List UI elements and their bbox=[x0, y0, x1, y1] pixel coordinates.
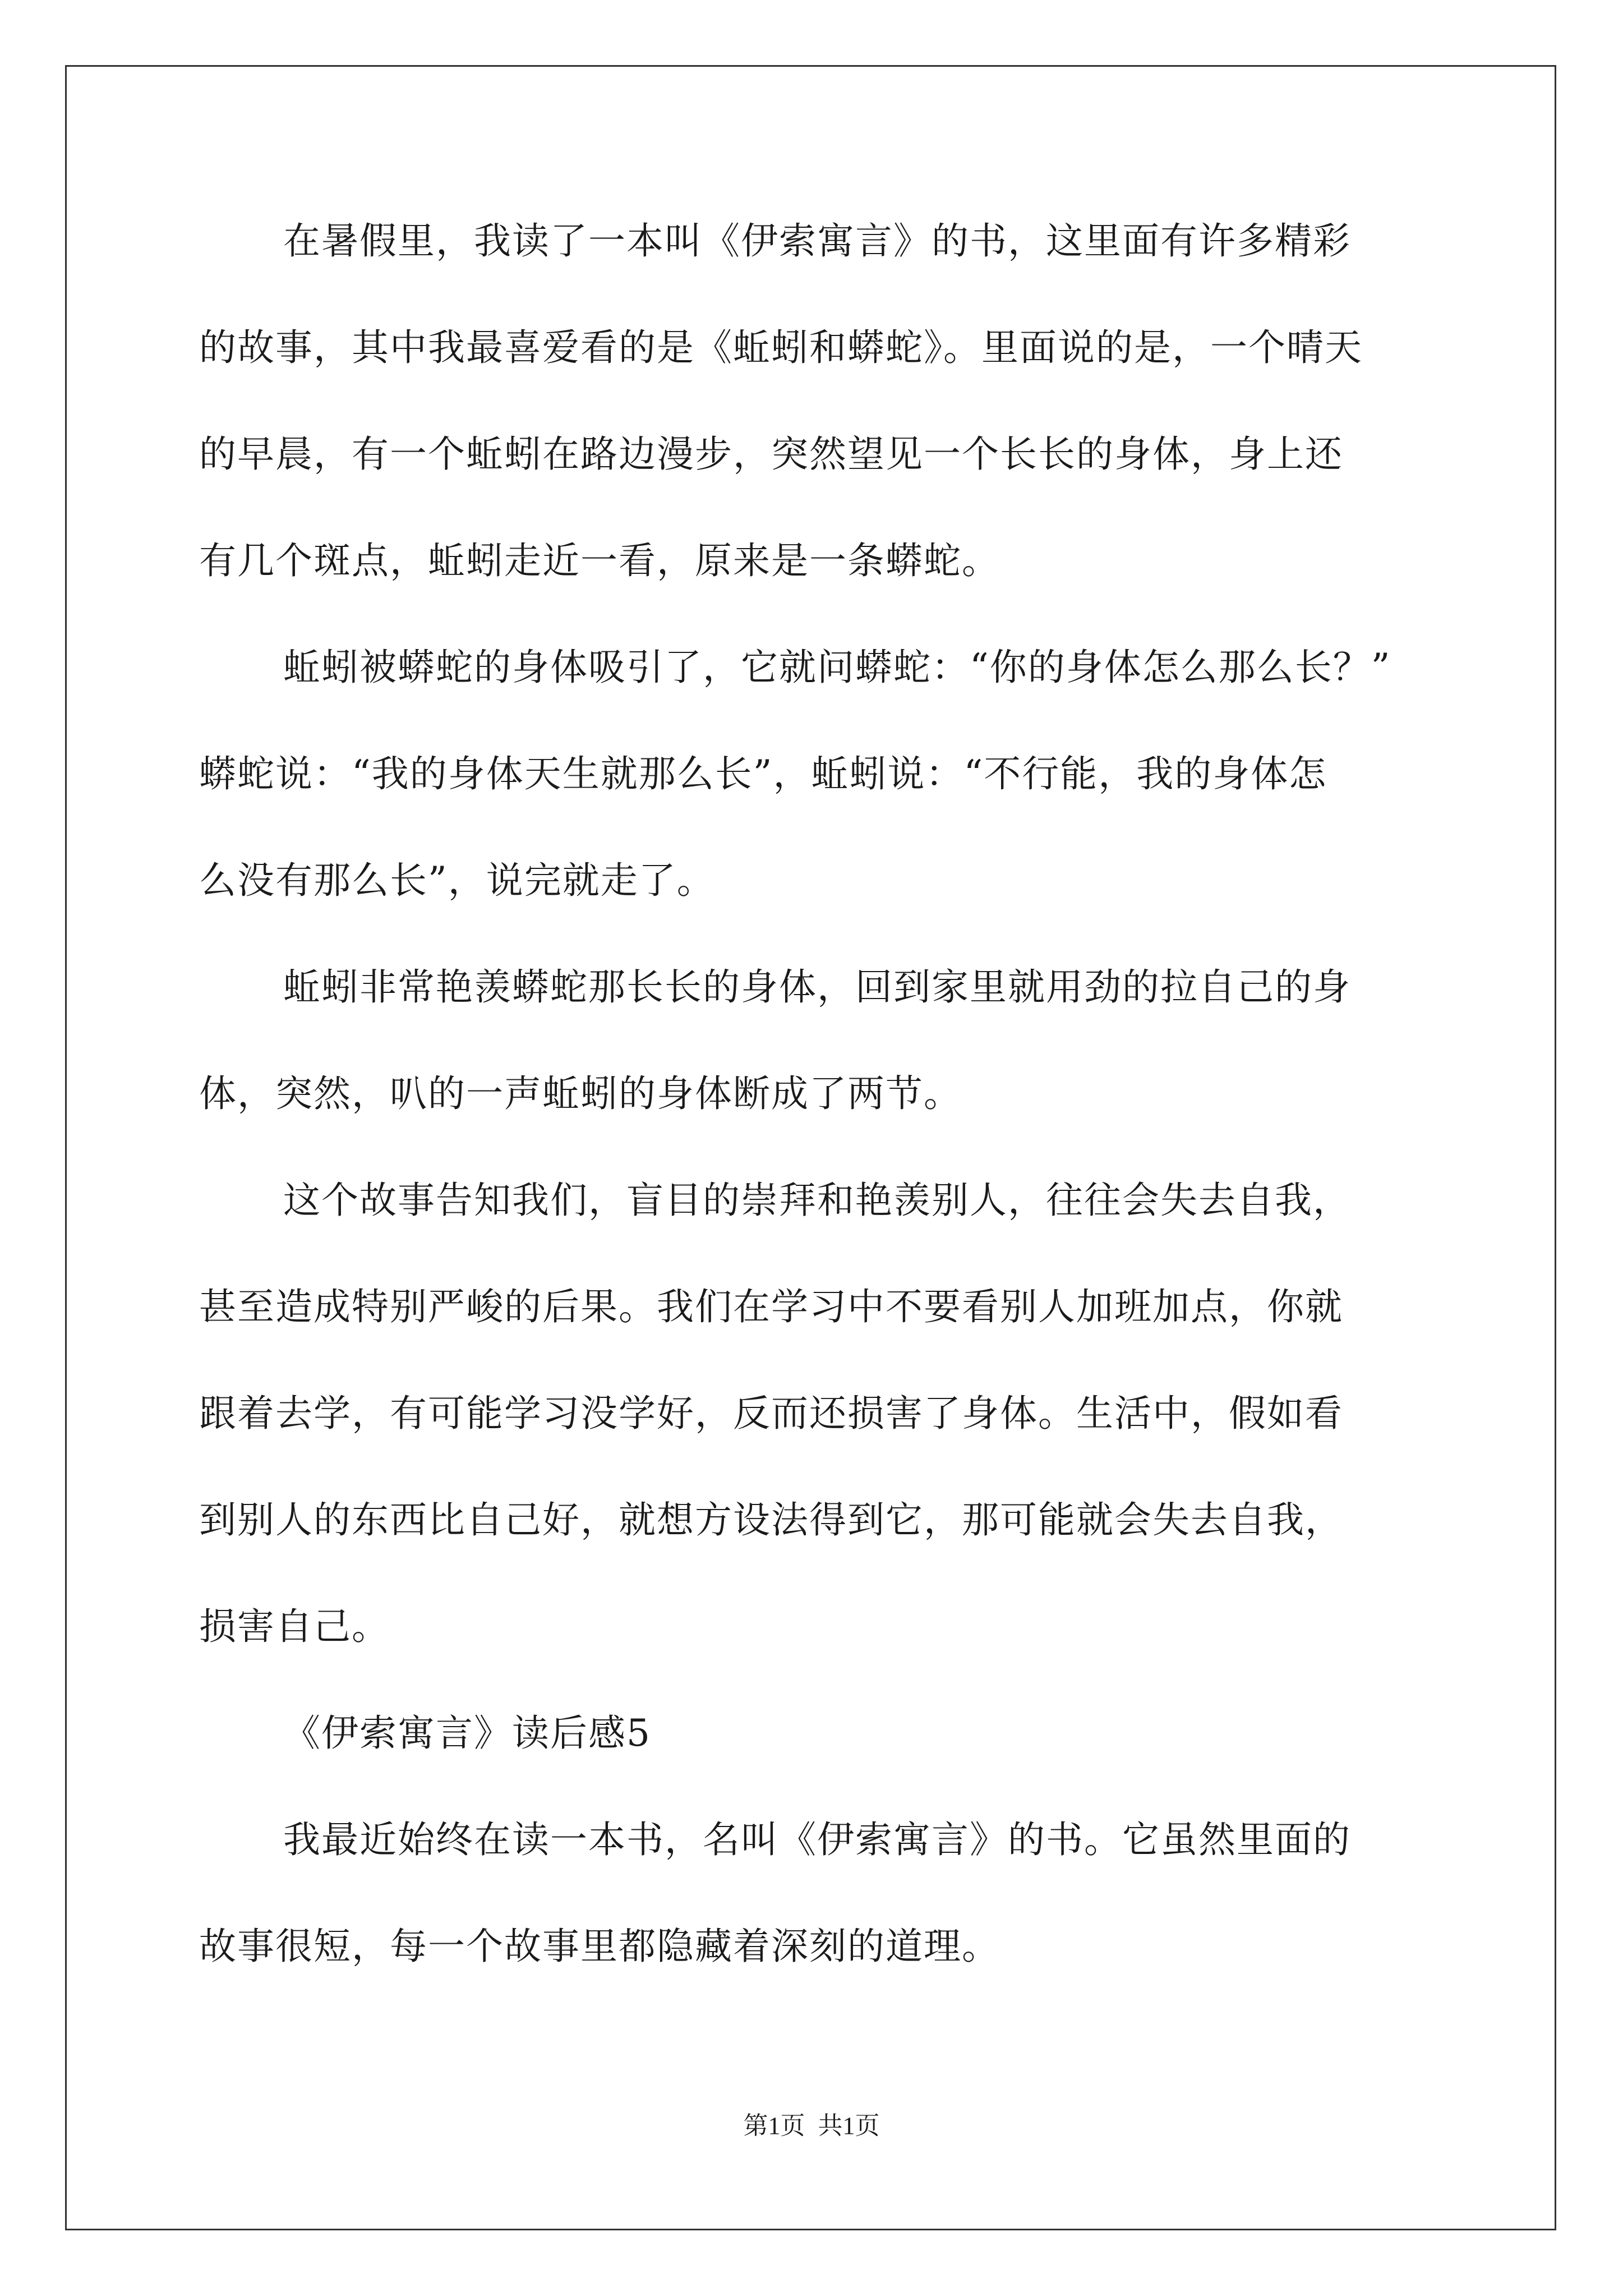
text-line: 甚至造成特别严峻的后果。我们在学习中不要看别人加班加点，你就 bbox=[199, 1285, 1343, 1328]
text-line: 我最近始终在读一本书，名叫《伊索寓言》的书。它虽然里面的 bbox=[283, 1818, 1351, 1861]
text-line: 蟒蛇说：“我的身体天生就那么长”，蚯蚓说：“不行能，我的身体怎 bbox=[199, 752, 1327, 795]
page-border bbox=[65, 65, 1556, 2230]
text-line: 损害自己。 bbox=[199, 1605, 390, 1648]
text-line: 蚯蚓被蟒蛇的身体吸引了，它就问蟒蛇：“你的身体怎么那么长？” bbox=[283, 646, 1391, 689]
text-line: 的早晨，有一个蚯蚓在路边漫步，突然望见一个长长的身体，身上还 bbox=[199, 432, 1343, 476]
text-line: 故事很短，每一个故事里都隐藏着深刻的道理。 bbox=[199, 1925, 1000, 1968]
text-line: 么没有那么长”，说完就走了。 bbox=[199, 859, 715, 902]
text-line: 到别人的东西比自己好，就想方设法得到它，那可能就会失去自我， bbox=[199, 1498, 1343, 1542]
text-line: 的故事，其中我最喜爱看的是《蚯蚓和蟒蛇》。里面说的是，一个晴天 bbox=[199, 326, 1363, 369]
section-heading: 《伊索寓言》读后感5 bbox=[283, 1711, 651, 1755]
text-line: 这个故事告知我们，盲目的崇拜和艳羡别人，往往会失去自我， bbox=[283, 1179, 1351, 1222]
text-line: 体，突然，叭的一声蚯蚓的身体断成了两节。 bbox=[199, 1072, 962, 1115]
text-line: 有几个斑点，蚯蚓走近一看，原来是一条蟒蛇。 bbox=[199, 539, 1000, 582]
text-line: 在暑假里，我读了一本叫《伊索寓言》的书，这里面有许多精彩 bbox=[283, 219, 1351, 263]
page-number-footer: 第1页 共1页 bbox=[743, 2112, 880, 2139]
text-line: 蚯蚓非常艳羡蟒蛇那长长的身体，回到家里就用劲的拉自己的身 bbox=[283, 965, 1351, 1009]
text-line: 跟着去学，有可能学习没学好，反而还损害了身体。生活中，假如看 bbox=[199, 1392, 1343, 1435]
